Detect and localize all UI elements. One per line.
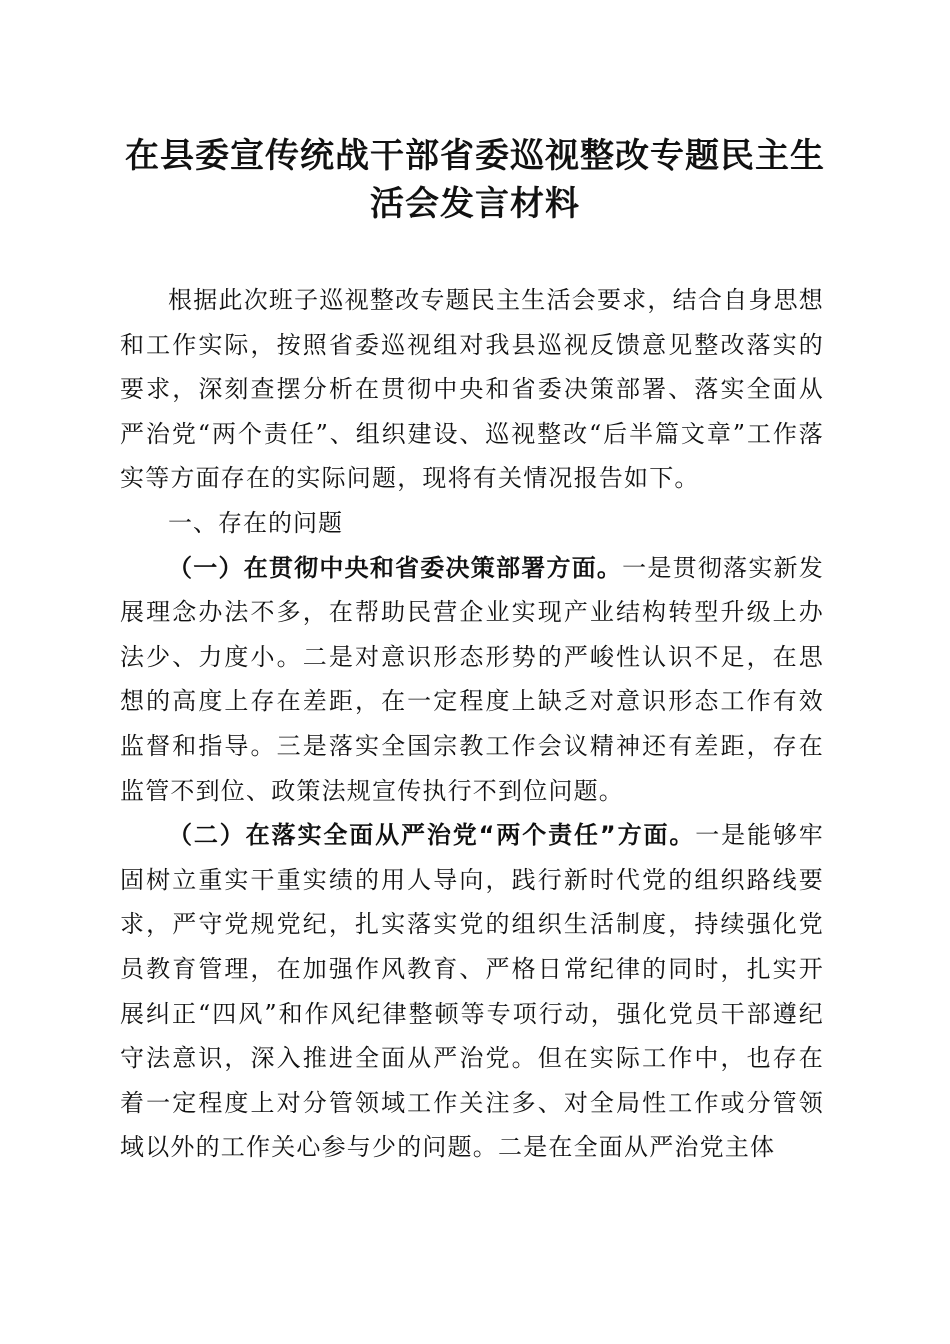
item-2-lead: （二）在落实全面从严治党“两个责任”方面。	[168, 821, 696, 850]
title-line-2: 活会发言材料	[370, 184, 580, 224]
intro-paragraph: 根据此次班子巡视整改专题民主生活会要求，结合自身思想和工作实际，按照省委巡视组对我县巡视反馈意见整改落实的要求，深刻查摆分析在贯彻中央和省委决策部署、落实全面从严治党“两个责任”、组织建设、巡视整改“后半篇文章”工作落实等方面存在的实际问题，现将有关情况报告如下。	[120, 286, 824, 493]
document-body	[120, 278, 824, 1170]
title-line-1: 在县委宣传统战干部省委巡视整改专题民主生	[125, 136, 825, 176]
section-heading-problems: 一、存在的问题	[168, 508, 343, 537]
item-2-paragraph	[120, 813, 824, 1170]
document-title	[100, 132, 850, 228]
item-1-lead: （一）在贯彻中央和省委决策部署方面。	[168, 553, 623, 582]
item-1-text: 一是贯彻落实新发展理念办法不多，在帮助民营企业实现产业结构转型升级上办法少、力度小。二是对意识形态形势的严峻性认识不足，在思想的高度上存在差距，在一定程度上缺乏对意识形态工作有效监督和指导。三是落实全国宗教工作会议精神还有差距，存在监管不到位、政策法规宣传执行不到位问题。	[120, 553, 824, 805]
item-2-text: 一是能够牢固树立重实干重实绩的用人导向，践行新时代党的组织路线要求，严守党规党纪，扎实落实党的组织生活制度，持续强化党员教育管理，在加强作风教育、严格日常纪律的同时，扎实开展纠正“四风”和作风纪律整顿等专项行动，强化党员干部遵纪守法意识，深入推进全面从严治党。但在实际工作中，也存在着一定程度上对分管领域工作关注多、对全局性工作或分管领域以外的工作关心参与少的问题。二是在全面从严治党主体	[120, 821, 825, 1162]
item-1-paragraph	[120, 546, 824, 814]
